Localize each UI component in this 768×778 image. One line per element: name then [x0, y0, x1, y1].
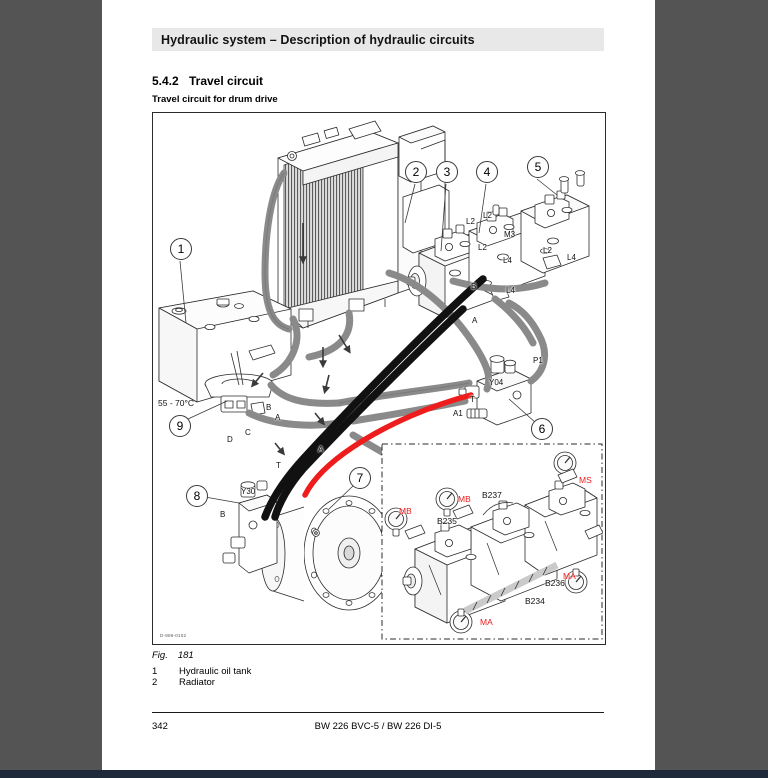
page-number: 342 [152, 721, 168, 732]
port-label: L4 [503, 256, 512, 265]
port-label: A [318, 445, 324, 454]
page-header-title: Hydraulic system – Description of hydraulic circuits [161, 32, 475, 47]
port-label: B [220, 510, 226, 519]
legend-item [152, 677, 215, 688]
port-label: T [470, 395, 475, 404]
drawing-reference-code: D-886-0102 [160, 633, 187, 638]
figure-caption-label: Fig. [152, 650, 168, 661]
inset-gauge-label: MB [399, 506, 412, 516]
footer-rule [152, 712, 604, 713]
port-label: L2 [483, 211, 492, 220]
viewer-bottom-strip [0, 770, 768, 778]
port-label: B [471, 282, 477, 291]
page-header-bar [152, 28, 604, 51]
figure-caption [152, 650, 194, 661]
port-label: L4 [567, 253, 576, 262]
port-label: Y04 [489, 378, 504, 387]
callout-number: 6 [538, 422, 546, 436]
port-label: M3 [504, 230, 516, 239]
manual-page [102, 0, 655, 770]
port-label: L2 [543, 246, 552, 255]
legend-label: Hydraulic oil tank [179, 666, 252, 677]
figure-caption-number: 181 [177, 650, 194, 661]
hydraulic-circuit-drawing [153, 113, 603, 642]
port-label: L2 [466, 217, 475, 226]
inset-gauge-label: MS [579, 475, 592, 485]
inset-gauge-label: MA [480, 617, 493, 627]
callout-number: 2 [412, 165, 420, 179]
drum-drive-assembly [223, 481, 394, 610]
temperature-annotation: 55 - 70°C [158, 398, 195, 408]
inset-gauge-label: MB [458, 494, 471, 504]
port-label: T [276, 461, 281, 470]
inset-part-label: B235 [437, 516, 457, 526]
legend-number: 1 [152, 666, 158, 677]
callout-number: 3 [443, 165, 451, 179]
inset-detail-box [382, 444, 603, 639]
inset-part-label: B237 [482, 490, 502, 500]
legend-label: Radiator [179, 677, 215, 688]
callout-number: 4 [483, 165, 491, 179]
section-title: Travel circuit [189, 74, 264, 88]
port-label: C [245, 428, 251, 437]
footer-model-designation: BW 226 BVC-5 / BW 226 DI-5 [314, 721, 442, 732]
callout-number: 5 [534, 160, 542, 174]
callout-number: 8 [193, 489, 201, 503]
callout-number: 1 [177, 242, 185, 256]
section-number: 5.4.2 [152, 74, 179, 88]
section-subtitle: Travel circuit for drum drive [152, 94, 278, 105]
port-label: A [472, 316, 478, 325]
port-label: P1 [533, 356, 543, 365]
figure-frame [152, 112, 606, 645]
callout-number: 9 [176, 419, 184, 433]
port-label: L4 [506, 286, 515, 295]
inset-gauge-label: MA [563, 571, 576, 581]
legend-number: 2 [152, 677, 158, 688]
legend-item [152, 666, 251, 677]
port-label: L2 [478, 243, 487, 252]
port-label: A1 [453, 409, 463, 418]
port-label: A [275, 413, 281, 422]
port-label: Y30 [241, 487, 256, 496]
callout-number: 7 [356, 471, 364, 485]
port-label: B [266, 403, 272, 412]
inset-part-label: B236 [545, 578, 565, 588]
inset-part-label: B234 [525, 596, 545, 606]
port-label: D [227, 435, 233, 444]
valve-block-6 [459, 356, 531, 425]
